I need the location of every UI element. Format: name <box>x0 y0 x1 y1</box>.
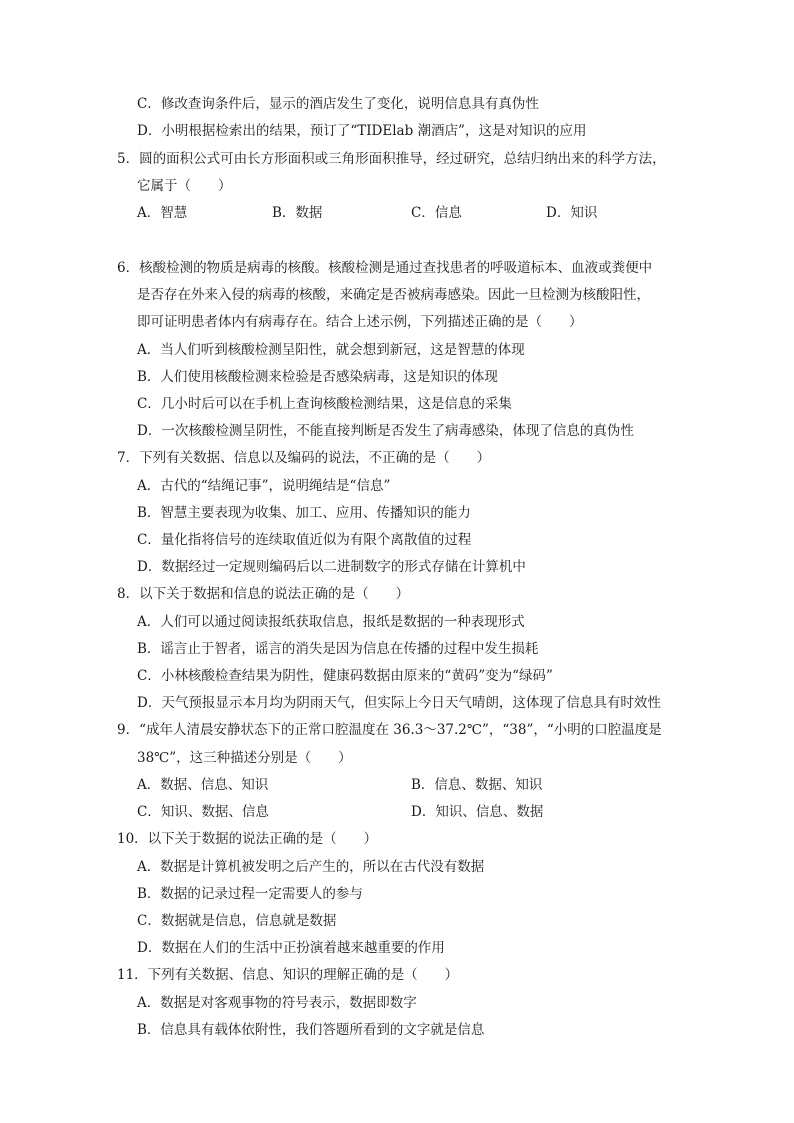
question-8-stem: 8．以下关于数据和信息的说法正确的是（ ） <box>117 586 410 602</box>
prev-option-d: D．小明根据检索出的结果，预订了“TIDElab 潮酒店”，这是对知识的应用 <box>137 123 587 139</box>
question-5-option-a: A．智慧 <box>137 205 188 221</box>
question-5-stem: 5．圆的面积公式可由长方形面积或三角形面积推导，经过研究，总结归纳出来的科学方法， <box>117 151 666 167</box>
question-9-option-b: B．信息、数据、知识 <box>411 777 543 793</box>
question-6-stem-cont: 是否存在外来入侵的病毒的核酸，来确定是否被病毒感染。因此一旦检测为核酸阳性， <box>137 287 650 303</box>
question-9-option-a: A．数据、信息、知识 <box>137 777 269 793</box>
question-8-option-d: D．天气预报显示本月均为阴雨天气，但实际上今日天气晴朗，这体现了信息具有时效性 <box>137 695 661 711</box>
question-6-stem-cont: 即可证明患者体内有病毒存在。结合上述示例，下列描述正确的是（ ） <box>137 314 583 330</box>
question-11-option-a: A．数据是对客观事物的符号表示，数据即数字 <box>137 995 417 1011</box>
prev-option-c: C．修改查询条件后，显示的酒店发生了变化，说明信息具有真伪性 <box>137 96 539 112</box>
question-6-option-d: D．一次核酸检测呈阴性，不能直接判断是否发生了病毒感染，体现了信息的真伪性 <box>137 423 634 439</box>
question-11-option-b: B．信息具有载体依附性，我们答题所看到的文字就是信息 <box>137 1022 485 1038</box>
question-7-option-d: D．数据经过一定规则编码后以二进制数字的形式存储在计算机中 <box>137 559 526 575</box>
question-7-option-a: A．古代的“结绳记事”，说明绳结是“信息” <box>137 478 391 494</box>
question-11-stem: 11．下列有关数据、信息、知识的理解正确的是（ ） <box>117 967 459 983</box>
question-10-option-a: A．数据是计算机被发明之后产生的，所以在古代没有数据 <box>137 859 485 875</box>
question-8-option-b: B．谣言止于智者，谣言的消失是因为信息在传播的过程中发生损耗 <box>137 641 539 657</box>
question-6-option-c: C．几小时后可以在手机上查询核酸检测结果，这是信息的采集 <box>137 396 512 412</box>
question-10-option-c: C．数据就是信息，信息就是数据 <box>137 913 337 929</box>
question-5-stem-cont: 它属于（ ） <box>137 178 232 194</box>
question-10-option-d: D．数据在人们的生活中正扮演着越来越重要的作用 <box>137 940 445 956</box>
question-9-option-d: D．知识、信息、数据 <box>411 804 544 820</box>
question-10-option-b: B．数据的记录过程一定需要人的参与 <box>137 886 363 902</box>
question-9-option-c: C．知识、数据、信息 <box>137 804 269 820</box>
question-8-option-a: A．人们可以通过阅读报纸获取信息，报纸是数据的一种表现形式 <box>137 614 525 630</box>
question-7-option-c: C．量化指将信号的连续取值近似为有限个离散值的过程 <box>137 532 472 548</box>
question-7-stem: 7．下列有关数据、信息以及编码的说法，不正确的是（ ） <box>117 450 491 466</box>
question-9-stem-cont: 38℃”，这三种描述分别是（ ） <box>137 750 352 766</box>
question-7-option-b: B．智慧主要表现为收集、加工、应用、传播知识的能力 <box>137 505 471 521</box>
question-6-option-b: B．人们使用核酸检测来检验是否感染病毒，这是知识的体现 <box>137 369 498 385</box>
question-5-option-c: C．信息 <box>411 205 462 221</box>
question-5-option-d: D．知识 <box>546 205 598 221</box>
question-5-option-b: B．数据 <box>272 205 323 221</box>
question-6-stem: 6．核酸检测的物质是病毒的核酸。核酸检测是通过查找患者的呼吸道标本、血液或粪便中 <box>117 260 653 276</box>
question-8-option-c: C．小林核酸检查结果为阴性，健康码数据由原来的“黄码”变为“绿码” <box>137 668 553 684</box>
question-9-stem: 9．“成年人清晨安静状态下的正常口腔温度在 36.3～37.2℃”，“38”，“小明的口腔温度是 <box>117 722 662 738</box>
question-10-stem: 10．以下关于数据的说法正确的是（ ） <box>117 831 378 847</box>
question-6-option-a: A．当人们听到核酸检测呈阳性，就会想到新冠，这是智慧的体现 <box>137 342 525 358</box>
